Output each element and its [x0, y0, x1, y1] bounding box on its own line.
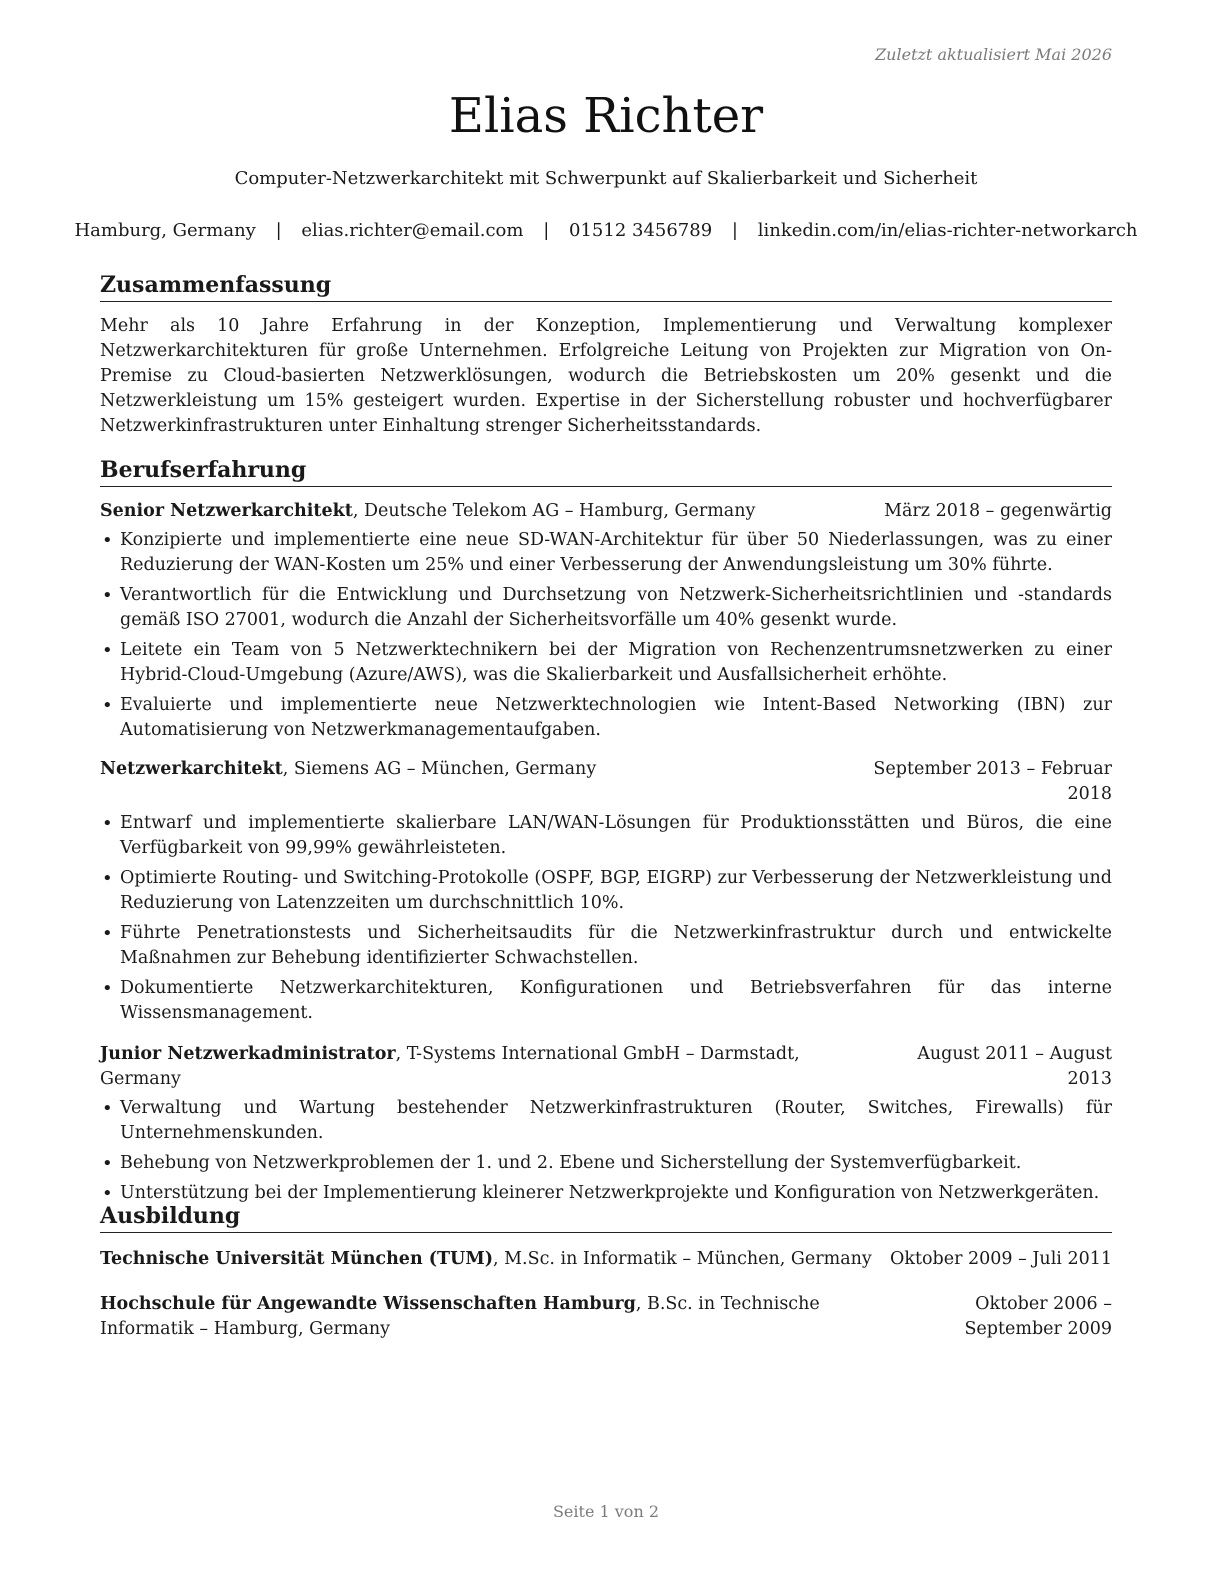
bullet-item: • Evaluierte und implementierte neue Netzwerktechnologien wie Intent-Based Networking (IBN) zur Automatisierung von Netzwerkmanagementaufgaben.: [100, 693, 1112, 743]
tagline: Computer-Netzwerkarchitekt mit Schwerpunkt auf Skalierbarkeit und Sicherheit: [234, 168, 978, 189]
contact-separator: |: [731, 220, 738, 241]
education-detail: , B.Sc. in Technische Informatik – Hamburg, Germany: [100, 1294, 820, 1339]
job-role: Netzwerkarchitekt: [100, 759, 283, 779]
education-school: Hochschule für Angewandte Wissenschaften Hamburg: [100, 1294, 636, 1314]
job-dates: März 2018 – gegenwärtig: [884, 501, 1112, 521]
section-title: Ausbildung: [100, 1202, 1112, 1233]
education-section: [100, 1202, 1112, 1342]
job-org: , T-Systems International GmbH – Darmstadt, Germany: [100, 1044, 800, 1089]
bullet-item: • Dokumentierte Netzwerkarchitekturen, Konfigurationen und Betriebsverfahren für das interne Wissensmanagement.: [100, 976, 1112, 1026]
bullet-item: • Behebung von Netzwerkproblemen der 1. und 2. Ebene und Sicherstellung der Systemverfügbarkeit.: [100, 1151, 1112, 1176]
job-title-line: [100, 499, 755, 524]
contact-separator: |: [543, 220, 550, 241]
job-header: [100, 757, 1112, 807]
section-title: Berufserfahrung: [100, 456, 1112, 487]
education-dates: Oktober 2009 – Juli 2011: [890, 1249, 1112, 1269]
job-bullets: [100, 1096, 1112, 1206]
last-updated: Zuletzt aktualisiert Mai 2026: [875, 45, 1112, 64]
job-entry: [100, 757, 1112, 1026]
bullet-item: • Führte Penetrationstests und Sicherheitsaudits für die Netzwerkinfrastruktur durch und entwickelte Maßnahmen zur Behebung identifizierter Schwachstellen.: [100, 921, 1112, 971]
job-role: Junior Netzwerkadministrator: [100, 1044, 396, 1064]
bullet-item: • Konzipierte und implementierte eine neue SD-WAN-Architektur für über 50 Niederlassungen, was zu einer Reduzierung der WAN-Kosten um 25% und einer Verbesserung der Anwendungsleistung um 30% führte.: [100, 528, 1112, 578]
page-number: Seite 1 von 2: [552, 1502, 660, 1521]
job-header: [100, 499, 1112, 524]
contact-email[interactable]: elias.richter@email.com: [301, 220, 524, 241]
education-title-line: [100, 1247, 872, 1272]
job-title-line: [100, 757, 596, 807]
bullet-item: • Leitete ein Team von 5 Netzwerktechnikern bei der Migration von Rechenzentrumsnetzwerken zu einer Hybrid-Cloud-Umgebung (Azure/AWS), was die Skalierbarkeit und Ausfallsicherheit erhöhte.: [100, 638, 1112, 688]
job-entry: [100, 499, 1112, 743]
summary-text: Mehr als 10 Jahre Erfahrung in der Konzeption, Implementierung und Verwaltung komplexer Netzwerkarchitekturen für große Unternehmen. Erfolgreiche Leitung von Projekten zur Migration von On-Premise zu Cloud-basierten Netzwerklösungen, wodurch die Betriebskosten um 20% gesenkt und die Netzwerkleistung um 15% gesteigert wurden. Expertise in der Sicherstellung robuster und hochverfügbarer Netzwerkinfrastrukturen unter Einhaltung strenger Sicherheitsstandards.: [100, 316, 1112, 436]
candidate-name: Elias Richter: [448, 88, 764, 144]
job-bullets: [100, 528, 1112, 743]
education-entry: [100, 1247, 1112, 1272]
job-role: Senior Netzwerkarchitekt: [100, 501, 353, 521]
education-school: Technische Universität München (TUM): [100, 1249, 493, 1269]
job-bullets: [100, 811, 1112, 1026]
bullet-item: • Entwarf und implementierte skalierbare LAN/WAN-Lösungen für Produktionsstätten und Büros, die eine Verfügbarkeit von 99,99% gewährleisteten.: [100, 811, 1112, 861]
experience-section: [100, 456, 1112, 1211]
job-header: [100, 1042, 1112, 1092]
education-entry: [100, 1292, 1112, 1342]
contact-separator: |: [275, 220, 282, 241]
job-dates: August 2011 – August 2013: [917, 1044, 1112, 1089]
job-title-line: [100, 1042, 872, 1092]
contact-line: [0, 220, 1212, 241]
section-title: Zusammenfassung: [100, 271, 1112, 302]
contact-linkedin[interactable]: linkedin.com/in/elias-richter-networkarch: [757, 220, 1138, 241]
job-org: , Siemens AG – München, Germany: [282, 759, 597, 779]
job-entry: [100, 1042, 1112, 1206]
education-detail: , M.Sc. in Informatik – München, Germany: [492, 1249, 872, 1269]
education-dates: Oktober 2006 – September 2009: [964, 1294, 1112, 1339]
contact-location: Hamburg, Germany: [74, 220, 256, 241]
summary-section: [100, 271, 1112, 439]
job-dates: September 2013 – Februar 2018: [873, 759, 1112, 804]
bullet-item: • Verwaltung und Wartung bestehender Netzwerkinfrastrukturen (Router, Switches, Firewalls) für Unternehmenskunden.: [100, 1096, 1112, 1146]
bullet-item: • Unterstützung bei der Implementierung kleinerer Netzwerkprojekte und Konfiguration von Netzwerkgeräten.: [100, 1181, 1112, 1206]
contact-phone: 01512 3456789: [569, 220, 713, 241]
bullet-item: • Optimierte Routing- und Switching-Protokolle (OSPF, BGP, EIGRP) zur Verbesserung der Netzwerkleistung und Reduzierung von Latenzzeiten um durchschnittlich 10%.: [100, 866, 1112, 916]
education-title-line: [100, 1292, 880, 1342]
job-org: , Deutsche Telekom AG – Hamburg, Germany: [352, 501, 756, 521]
bullet-item: • Verantwortlich für die Entwicklung und Durchsetzung von Netzwerk-Sicherheitsrichtlinien und -standards gemäß ISO 27001, wodurch die Anzahl der Sicherheitsvorfälle um 40% gesenkt wurde.: [100, 583, 1112, 633]
